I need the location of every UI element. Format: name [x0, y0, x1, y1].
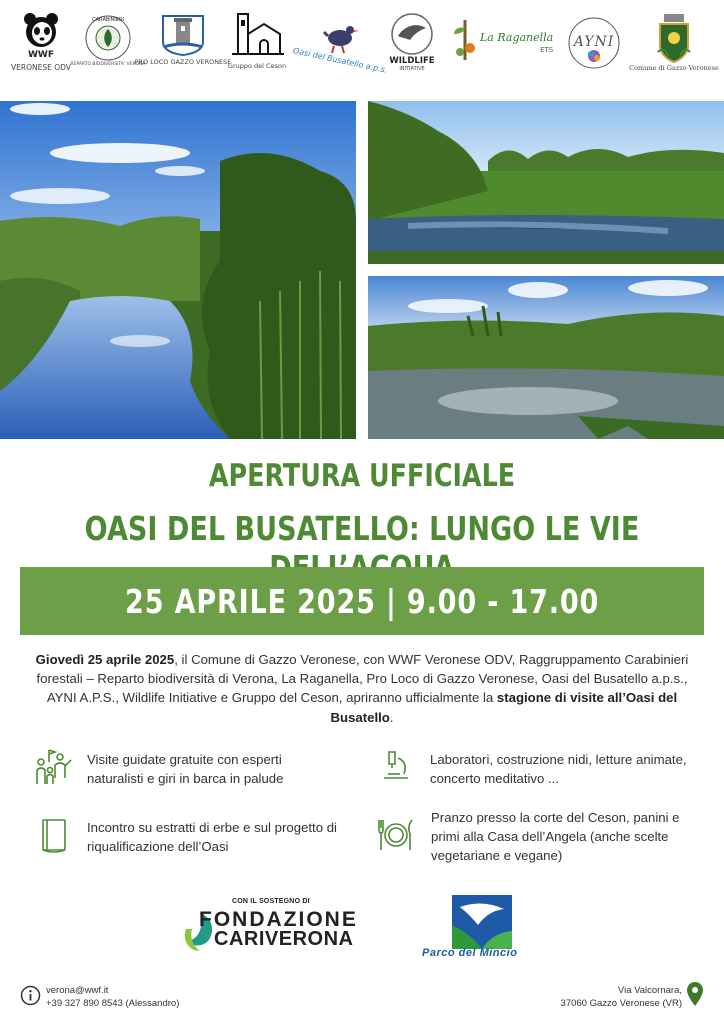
water-bird-icon [320, 20, 360, 54]
sponsor-name-line1: FONDAZIONE [199, 908, 358, 931]
busatello-logo [291, 20, 389, 75]
wildlife-emblem-icon [390, 12, 434, 56]
contact-phone[interactable]: +39 327 890 8543 (Alessandro) [46, 998, 180, 1009]
carabinieri-emblem-icon [79, 12, 137, 62]
feature-herbs-meeting: Incontro su estratti di erbe e sul progetto di riqualificazione dell’Oasi [87, 820, 337, 854]
title-opening: APERTURA UFFICIALE [208, 458, 516, 494]
church-icon [228, 10, 286, 62]
contact-email[interactable]: verona@wwf.it [46, 985, 109, 996]
wildlife-sub: INITIATIVE [399, 66, 425, 72]
raganella-name: La Raganella [480, 31, 554, 44]
title-event-name: OASI DEL BUSATELLO: LUNGO LE VIE [84, 509, 640, 548]
comune-caption: Comune di Gazzo Veronese [629, 64, 719, 72]
wwf-logo [11, 10, 71, 72]
intro-date: Giovedì 25 aprile 2025 [35, 652, 175, 667]
microscope-icon [380, 748, 412, 786]
sponsor-caption: CON IL SOSTEGNO DI [232, 898, 310, 905]
wwf-mark: WWF [27, 50, 54, 60]
raganella-logo [450, 18, 556, 62]
intro-highlight: stagione di visite all’Oasi del Busatello [330, 690, 678, 725]
contact-block [46, 984, 179, 1010]
map-pin-icon [686, 981, 704, 1011]
comune-logo [630, 12, 718, 72]
parco-mincio-logo-icon [452, 895, 512, 953]
photo-pond-bottom [368, 276, 724, 439]
svg-text:CARABINIERI: CARABINIERI [92, 17, 124, 23]
proloco-caption: PRO LOCO GAZZO VERONESE [134, 58, 232, 66]
wildlife-logo [386, 12, 438, 72]
raganella-sub: ETS [540, 46, 554, 54]
panda-icon [21, 10, 61, 50]
intro-text-2: . [389, 709, 394, 725]
ayni-name: AYNI [573, 34, 615, 50]
ceson-logo [224, 10, 290, 70]
wwf-caption: VERONESE ODV [11, 63, 71, 72]
partner-logos-bar [0, 8, 724, 88]
reed-frog-icon [450, 18, 480, 62]
address-line2: 37060 Gazzo Veronese (VR) [560, 998, 682, 1009]
coat-of-arms-icon [654, 12, 694, 64]
date-band [20, 567, 704, 635]
carabinieri-logo [70, 12, 146, 67]
intro-paragraph [30, 650, 694, 727]
wildlife-name: WILDLIFE [389, 56, 435, 66]
feature-lunch: Pranzo presso la corte del Ceson, panini e primi alla Casa dell’Angela (anche scelte vegetariane e vegane) [431, 810, 680, 863]
address-line1: Via Valcornara, [617, 985, 682, 996]
carabinieri-caption: REPARTO BIODIVERSITA' VERONA [70, 62, 146, 67]
busatello-caption: Oasi del Busatello a.p.s. [291, 46, 389, 75]
proloco-logo [134, 12, 232, 66]
feature-guided-tours: Visite guidate gratuite con esperti naturalisti e giri in barca in palude [87, 752, 284, 786]
sponsor-name-line2: CARIVERONA [214, 928, 354, 950]
photo-canal-large [0, 101, 356, 439]
intro-text-1: , il Comune di Gazzo Veronese, con WWF Veronese ODV, Raggruppamento Carabinieri forestali – Reparto biodiversità di Verona, La Raganella, Pro Loco di Gazzo Veronese, Oasi del Busatello a.p.s., AYNI A.P.S., Wildlife Initiative e Gruppo del Ceson, apriranno ufficialmente la [36, 652, 689, 706]
parco-name: Parco del Mincio [422, 947, 518, 959]
book-icon [40, 817, 68, 859]
guided-tour-icon [32, 748, 74, 790]
date-time-text: 25 APRILE 2025 | 9.00 - 17.00 [124, 581, 600, 621]
ayni-logo [566, 16, 622, 70]
tower-icon [159, 12, 207, 56]
address-block [561, 984, 682, 1010]
cutlery-icon [376, 816, 416, 858]
photo-pond-top [368, 101, 724, 264]
ceson-caption: Gruppo del Ceson [227, 62, 287, 70]
feature-workshops: Laboratori, costruzione nidi, letture animate, concerto meditativo ... [430, 752, 687, 786]
info-icon [20, 985, 41, 1010]
